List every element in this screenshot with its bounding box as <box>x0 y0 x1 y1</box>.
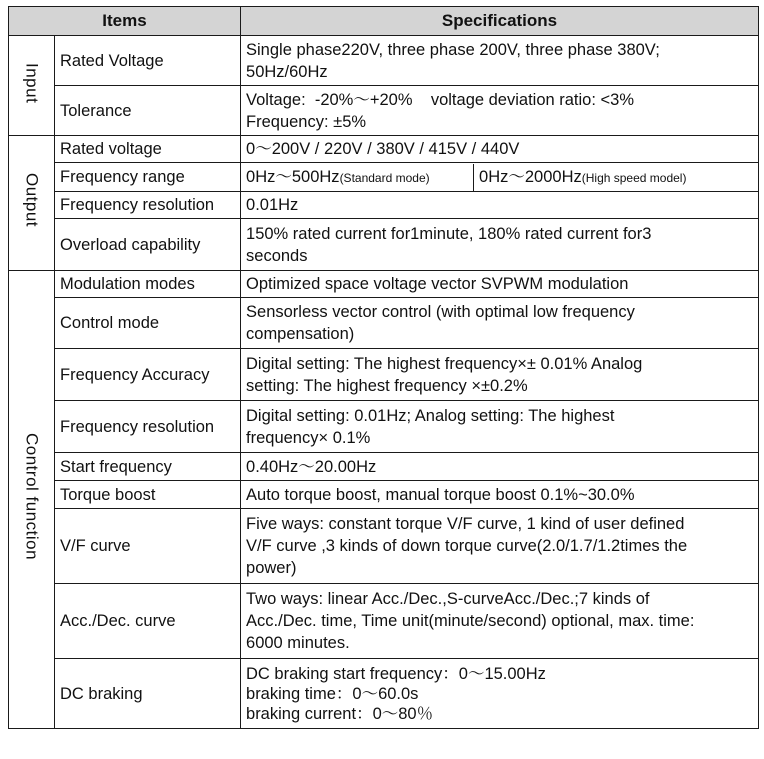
spec-line: frequency× 0.1% <box>246 428 371 447</box>
spec-cell <box>241 401 759 453</box>
spec-cell <box>241 86 759 136</box>
item-cell: DC braking <box>55 659 241 729</box>
item-cell: Rated voltage <box>55 136 241 163</box>
table-row <box>9 453 759 481</box>
spec-line: Frequency: ±5% <box>246 112 367 131</box>
spec-line: braking current：0～80％ <box>246 704 434 723</box>
item-cell: Acc./Dec. curve <box>55 584 241 659</box>
spec-line: 150% rated current for1minute, 180% rated current for3 <box>246 224 652 243</box>
spec-line: power) <box>246 559 297 577</box>
item-cell: Control mode <box>55 298 241 349</box>
spec-line: Sensorless vector control (with optimal low frequency <box>246 303 635 321</box>
category-output <box>9 136 55 271</box>
table-row <box>9 219 759 271</box>
table-row <box>9 659 759 729</box>
spec-cell <box>241 349 759 401</box>
spec-line: braking time：0～60.0s <box>246 684 419 703</box>
spec-note: (Standard mode) <box>339 170 430 185</box>
item-cell: Rated Voltage <box>55 36 241 86</box>
spec-line: Digital setting: 0.01Hz; Analog setting: The highest <box>246 406 615 425</box>
spec-line: 50Hz/60Hz <box>246 62 328 81</box>
category-input <box>9 36 55 136</box>
spec-cell: Auto torque boost, manual torque boost 0.1%~30.0% <box>241 481 759 509</box>
table-row <box>9 401 759 453</box>
spec-line: setting: The highest frequency ×±0.2% <box>246 376 528 395</box>
spec-cell <box>241 659 759 729</box>
spec-line: compensation) <box>246 325 355 343</box>
spec-cell <box>241 298 759 349</box>
spec-line: Two ways: linear Acc./Dec.,S-curveAcc./Dec.;7 kinds of <box>246 590 650 608</box>
item-cell: Frequency range <box>55 163 241 192</box>
spec-high-speed-model <box>474 164 690 191</box>
item-cell: Modulation modes <box>55 271 241 298</box>
table-row <box>9 136 759 163</box>
spec-line: 6000 minutes. <box>246 634 350 652</box>
spec-line: Voltage: -20%～+20% voltage deviation ratio: <3% <box>246 90 635 109</box>
category-label: Control function <box>22 433 42 561</box>
item-cell: Frequency resolution <box>55 401 241 453</box>
category-label: Output <box>22 173 42 228</box>
table-row <box>9 298 759 349</box>
spec-value: 0Hz～500Hz <box>246 167 340 186</box>
spec-cell: Optimized space voltage vector SVPWM modulation <box>241 271 759 298</box>
table-row <box>9 271 759 298</box>
table-row <box>9 86 759 136</box>
item-cell: Overload capability <box>55 219 241 271</box>
spec-line: Acc./Dec. time, Time unit(minute/second) optional, max. time: <box>246 612 695 630</box>
spec-line: Digital setting: The highest frequency×± 0.01% Analog <box>246 354 643 373</box>
header-specifications: Specifications <box>241 7 759 36</box>
spec-cell: 0～200V / 220V / 380V / 415V / 440V <box>241 136 759 163</box>
category-control-function <box>9 271 55 729</box>
spec-line: DC braking start frequency：0～15.00Hz <box>246 664 546 683</box>
item-cell: V/F curve <box>55 509 241 584</box>
spec-standard-mode <box>241 164 474 191</box>
spec-cell: 0.01Hz <box>241 192 759 219</box>
header-items: Items <box>9 7 241 36</box>
spec-cell <box>241 584 759 659</box>
category-label: Input <box>22 62 42 104</box>
table-row <box>9 163 759 192</box>
item-cell: Torque boost <box>55 481 241 509</box>
spec-line: V/F curve ,3 kinds of down torque curve(2.0/1.7/1.2times the <box>246 537 688 555</box>
item-cell: Frequency resolution <box>55 192 241 219</box>
table-row <box>9 349 759 401</box>
table-row <box>9 584 759 659</box>
spec-line: Single phase220V, three phase 200V, three phase 380V; <box>246 40 660 59</box>
item-cell: Frequency Accuracy <box>55 349 241 401</box>
table-row <box>9 192 759 219</box>
table-row <box>9 481 759 509</box>
specifications-table <box>8 6 759 729</box>
spec-value: 0Hz～2000Hz <box>479 167 582 186</box>
spec-note: (High speed model) <box>581 170 687 185</box>
item-cell: Tolerance <box>55 86 241 136</box>
spec-cell <box>241 219 759 271</box>
spec-cell <box>241 36 759 86</box>
table-row <box>9 36 759 86</box>
spec-line: Five ways: constant torque V/F curve, 1 kind of user defined <box>246 515 685 533</box>
header-row <box>9 7 759 36</box>
spec-line: seconds <box>246 246 308 265</box>
table-row <box>9 509 759 584</box>
spec-cell: 0.40Hz～20.00Hz <box>241 453 759 481</box>
item-cell: Start frequency <box>55 453 241 481</box>
spec-cell <box>241 509 759 584</box>
spec-cell <box>241 163 759 192</box>
